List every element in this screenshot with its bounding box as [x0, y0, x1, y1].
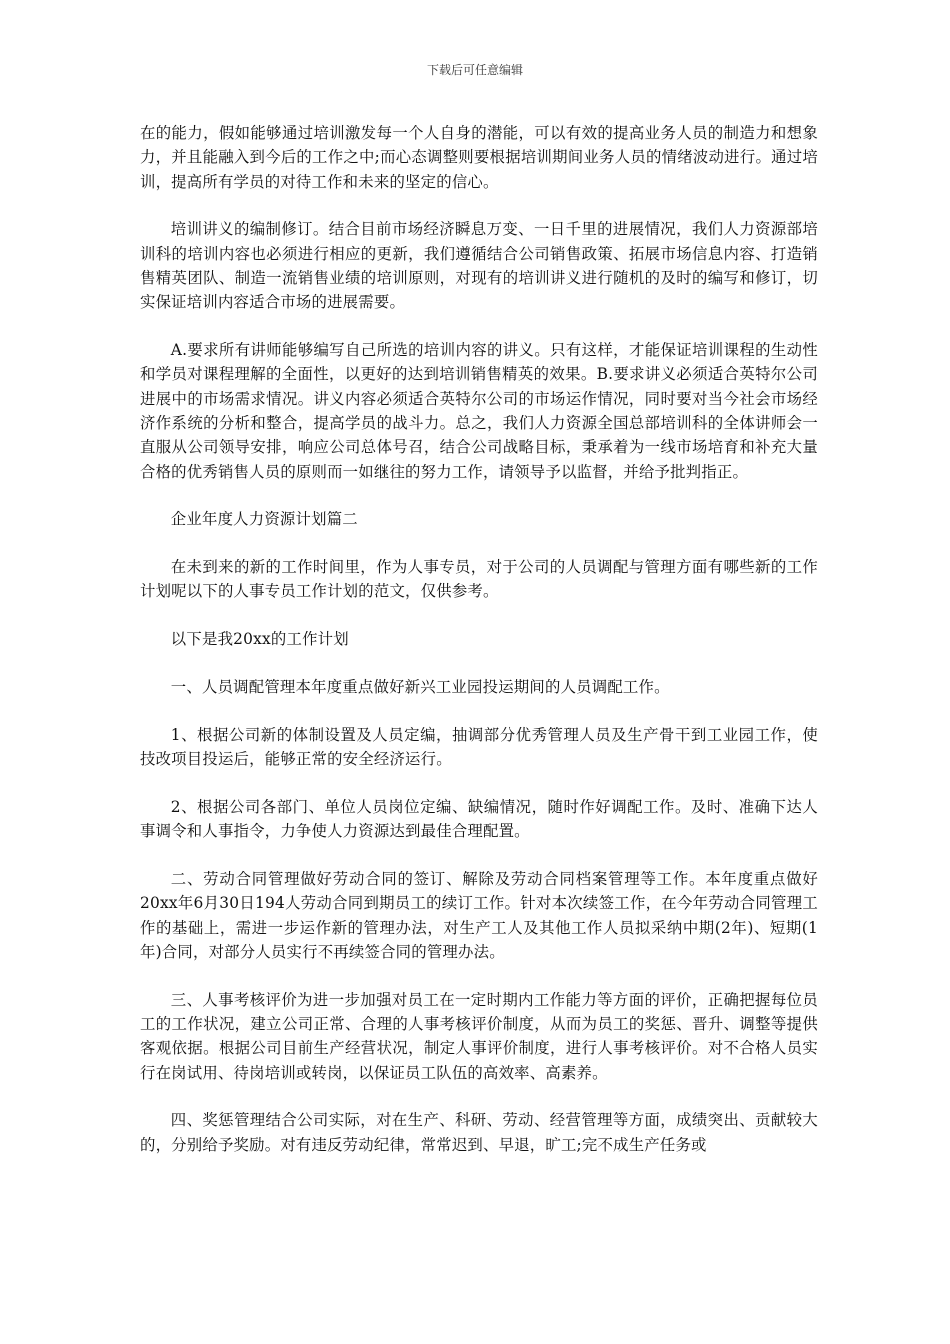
paragraph: 一、人员调配管理本年度重点做好新兴工业园投运期间的人员调配工作。 — [170, 678, 670, 697]
paragraph: 2、根据公司各部门、单位人员岗位定编、缺编情况，随时作好调配工作。及时、准确下达人事调令和人事指令，力争使人力资源达到最佳合理配置。 — [140, 797, 818, 841]
paragraph: 四、奖惩管理结合公司实际，对在生产、科研、劳动、经营管理等方面，成绩突出、贡献较大的，分别给予奖励。对有违反劳动纪律，常常迟到、早退，旷工;完不成生产任务或 — [140, 1111, 818, 1154]
paragraph: 以下是我20xx的工作计划 — [170, 630, 349, 649]
paragraph: 三、人事考核评价为进一步加强对员工在一定时期内工作能力等方面的评价，正确把握每位员工的工作状况，建立公司正常、合理的人事考核评价制度，从而为员工的奖惩、晋升、调整等提供客观依据。根据公司目前生产经营状况，制定人事评价制度，进行人事考核评价。对不合格人员实行在岗试用、待岗培训或转岗，以保证员工队伍的高效率、高素养。 — [140, 990, 818, 1082]
document-body — [140, 121, 818, 1157]
paragraph: 培训讲义的编制修订。结合目前市场经济瞬息万变、一日千里的进展情况，我们人力资源部培训科的培训内容也必须进行相应的更新，我们遵循结合公司销售政策、拓展市场信息内容、打造销售精英团队、制造一流销售业绩的培训原则，对现有的培训讲义进行随机的及时的编写和修订，切实保证培训内容适合市场的进展需要。 — [140, 220, 818, 312]
paragraph: A.要求所有讲师能够编写自己所选的培训内容的讲义。只有这样，才能保证培训课程的生动性和学员对课程理解的全面性，以更好的达到培训销售精英的效果。B.要求讲义必须适合英特尔公司进展中的市场需求情况。讲义内容必须适合英特尔公司的市场运作情况，同时要对当今社会市场经济作系统的分析和整合，提高学员的战斗力。总之，我们人力资源全国总部培训科的全体讲师会一直服从公司领导安排，响应公司总体号召，结合公司战略目标，秉承着为一线市场培育和补充大量合格的优秀销售人员的原则而一如继往的努力工作，请领导予以监督，并给予批判指正。 — [140, 341, 818, 481]
page-header: 下载后可任意编辑 — [426, 63, 523, 77]
section-heading: 企业年度人力资源计划篇二 — [170, 510, 358, 529]
paragraph: 二、劳动合同管理做好劳动合同的签订、解除及劳动合同档案管理等工作。本年度重点做好20xx年6月30日194人劳动合同到期员工的续订工作。针对本次续签工作，在今年劳动合同管理工作的基础上，需进一步运作新的管理办法，对生产工人及其他工作人员拟采纳中期(2年)、短期(1年)合同，对部分人员实行不再续签合同的管理办法。 — [140, 870, 818, 961]
paragraph: 1、根据公司新的体制设置及人员定编，抽调部分优秀管理人员及生产骨干到工业园工作，使技改项目投运后，能够正常的安全经济运行。 — [140, 725, 818, 769]
paragraph: 在的能力，假如能够通过培训激发每一个人自身的潜能，可以有效的提高业务人员的制造力和想象力，并且能融入到今后的工作之中;而心态调整则要根据培训期间业务人员的情绪波动进行。通过培训，提高所有学员的对待工作和未来的坚定的信心。 — [140, 124, 818, 191]
paragraph: 在未到来的新的工作时间里，作为人事专员，对于公司的人员调配与管理方面有哪些新的工作计划呢以下的人事专员工作计划的范文，仅供参考。 — [140, 558, 818, 601]
